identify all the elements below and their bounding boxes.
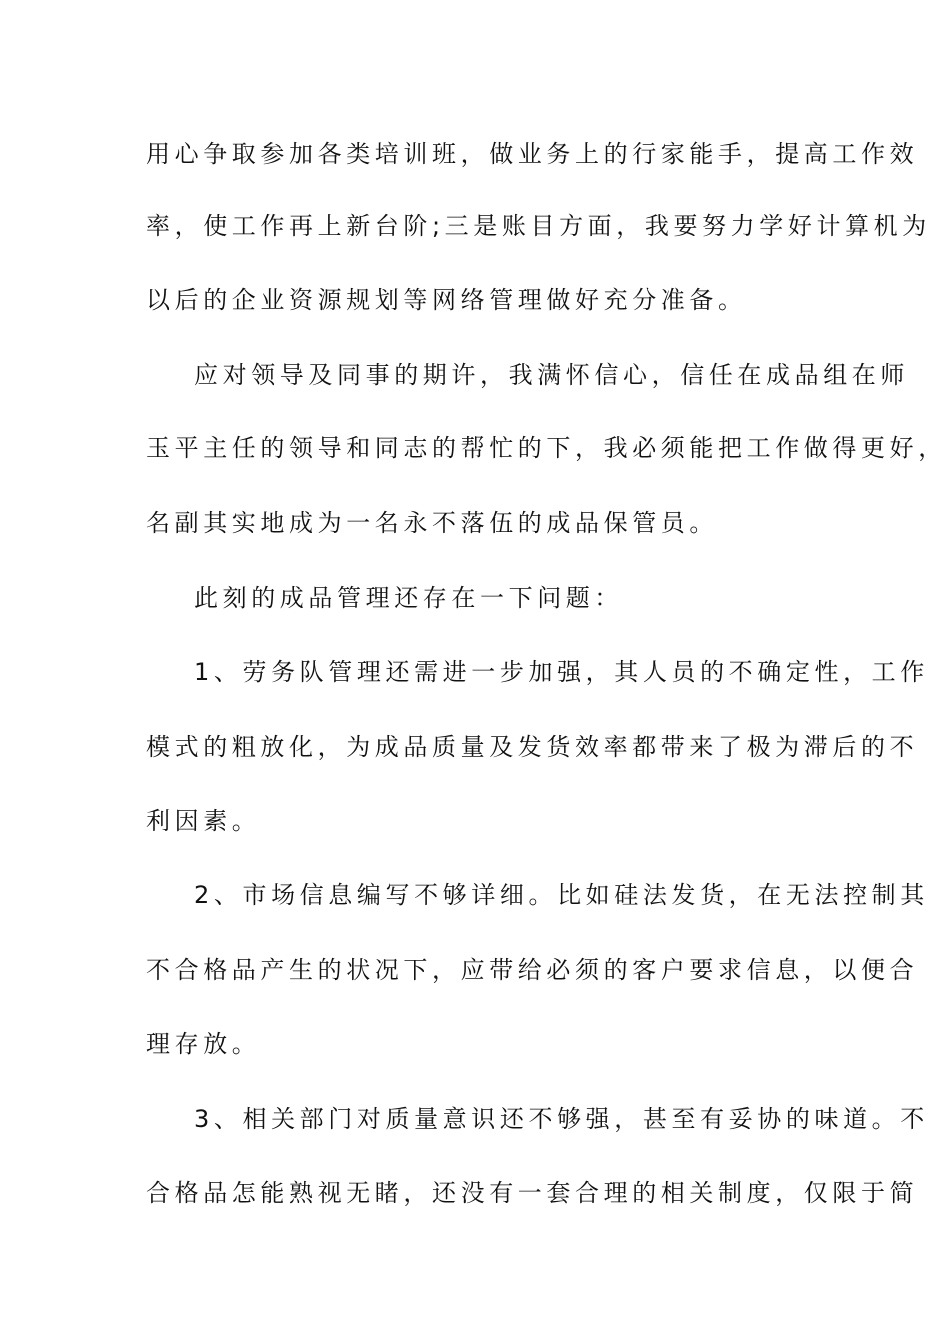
text-line-2: 率，使工作再上新台阶;三是账目方面，我要努力学好计算机为 bbox=[146, 212, 931, 240]
paragraph-start-line: 应对领导及同事的期许，我满怀信心，信任在成品组在师 bbox=[194, 361, 909, 389]
text-line-5: 玉平主任的领导和同志的帮忙的下，我必须能把工作做得更好， bbox=[146, 434, 947, 462]
text-line-6: 名副其实地成为一名永不落伍的成品保管员。 bbox=[146, 509, 718, 537]
text-line-1: 用心争取参加各类培训班，做业务上的行家能手，提高工作效 bbox=[146, 140, 919, 168]
list-item-3-line-1: 3、相关部门对质量意识还不够强，甚至有妥协的味道。不 bbox=[194, 1105, 929, 1133]
list-item-1-line-2: 模式的粗放化，为成品质量及发货效率都带来了极为滞后的不 bbox=[146, 733, 919, 761]
list-item-1-line-1: 1、劳务队管理还需进一步加强，其人员的不确定性，工作 bbox=[194, 658, 929, 686]
section-heading-line: 此刻的成品管理还存在一下问题： bbox=[194, 584, 623, 612]
list-item-2-line-2: 不合格品产生的状况下，应带给必须的客户要求信息，以便合 bbox=[146, 956, 919, 984]
list-item-2-line-1: 2、市场信息编写不够详细。比如硅法发货，在无法控制其 bbox=[194, 881, 929, 909]
list-item-2-line-3: 理存放。 bbox=[146, 1030, 261, 1058]
list-item-3-line-2: 合格品怎能熟视无睹，还没有一套合理的相关制度，仅限于简 bbox=[146, 1179, 919, 1207]
list-item-1-line-3: 利因素。 bbox=[146, 807, 261, 835]
text-line-3: 以后的企业资源规划等网络管理做好充分准备。 bbox=[146, 286, 747, 314]
